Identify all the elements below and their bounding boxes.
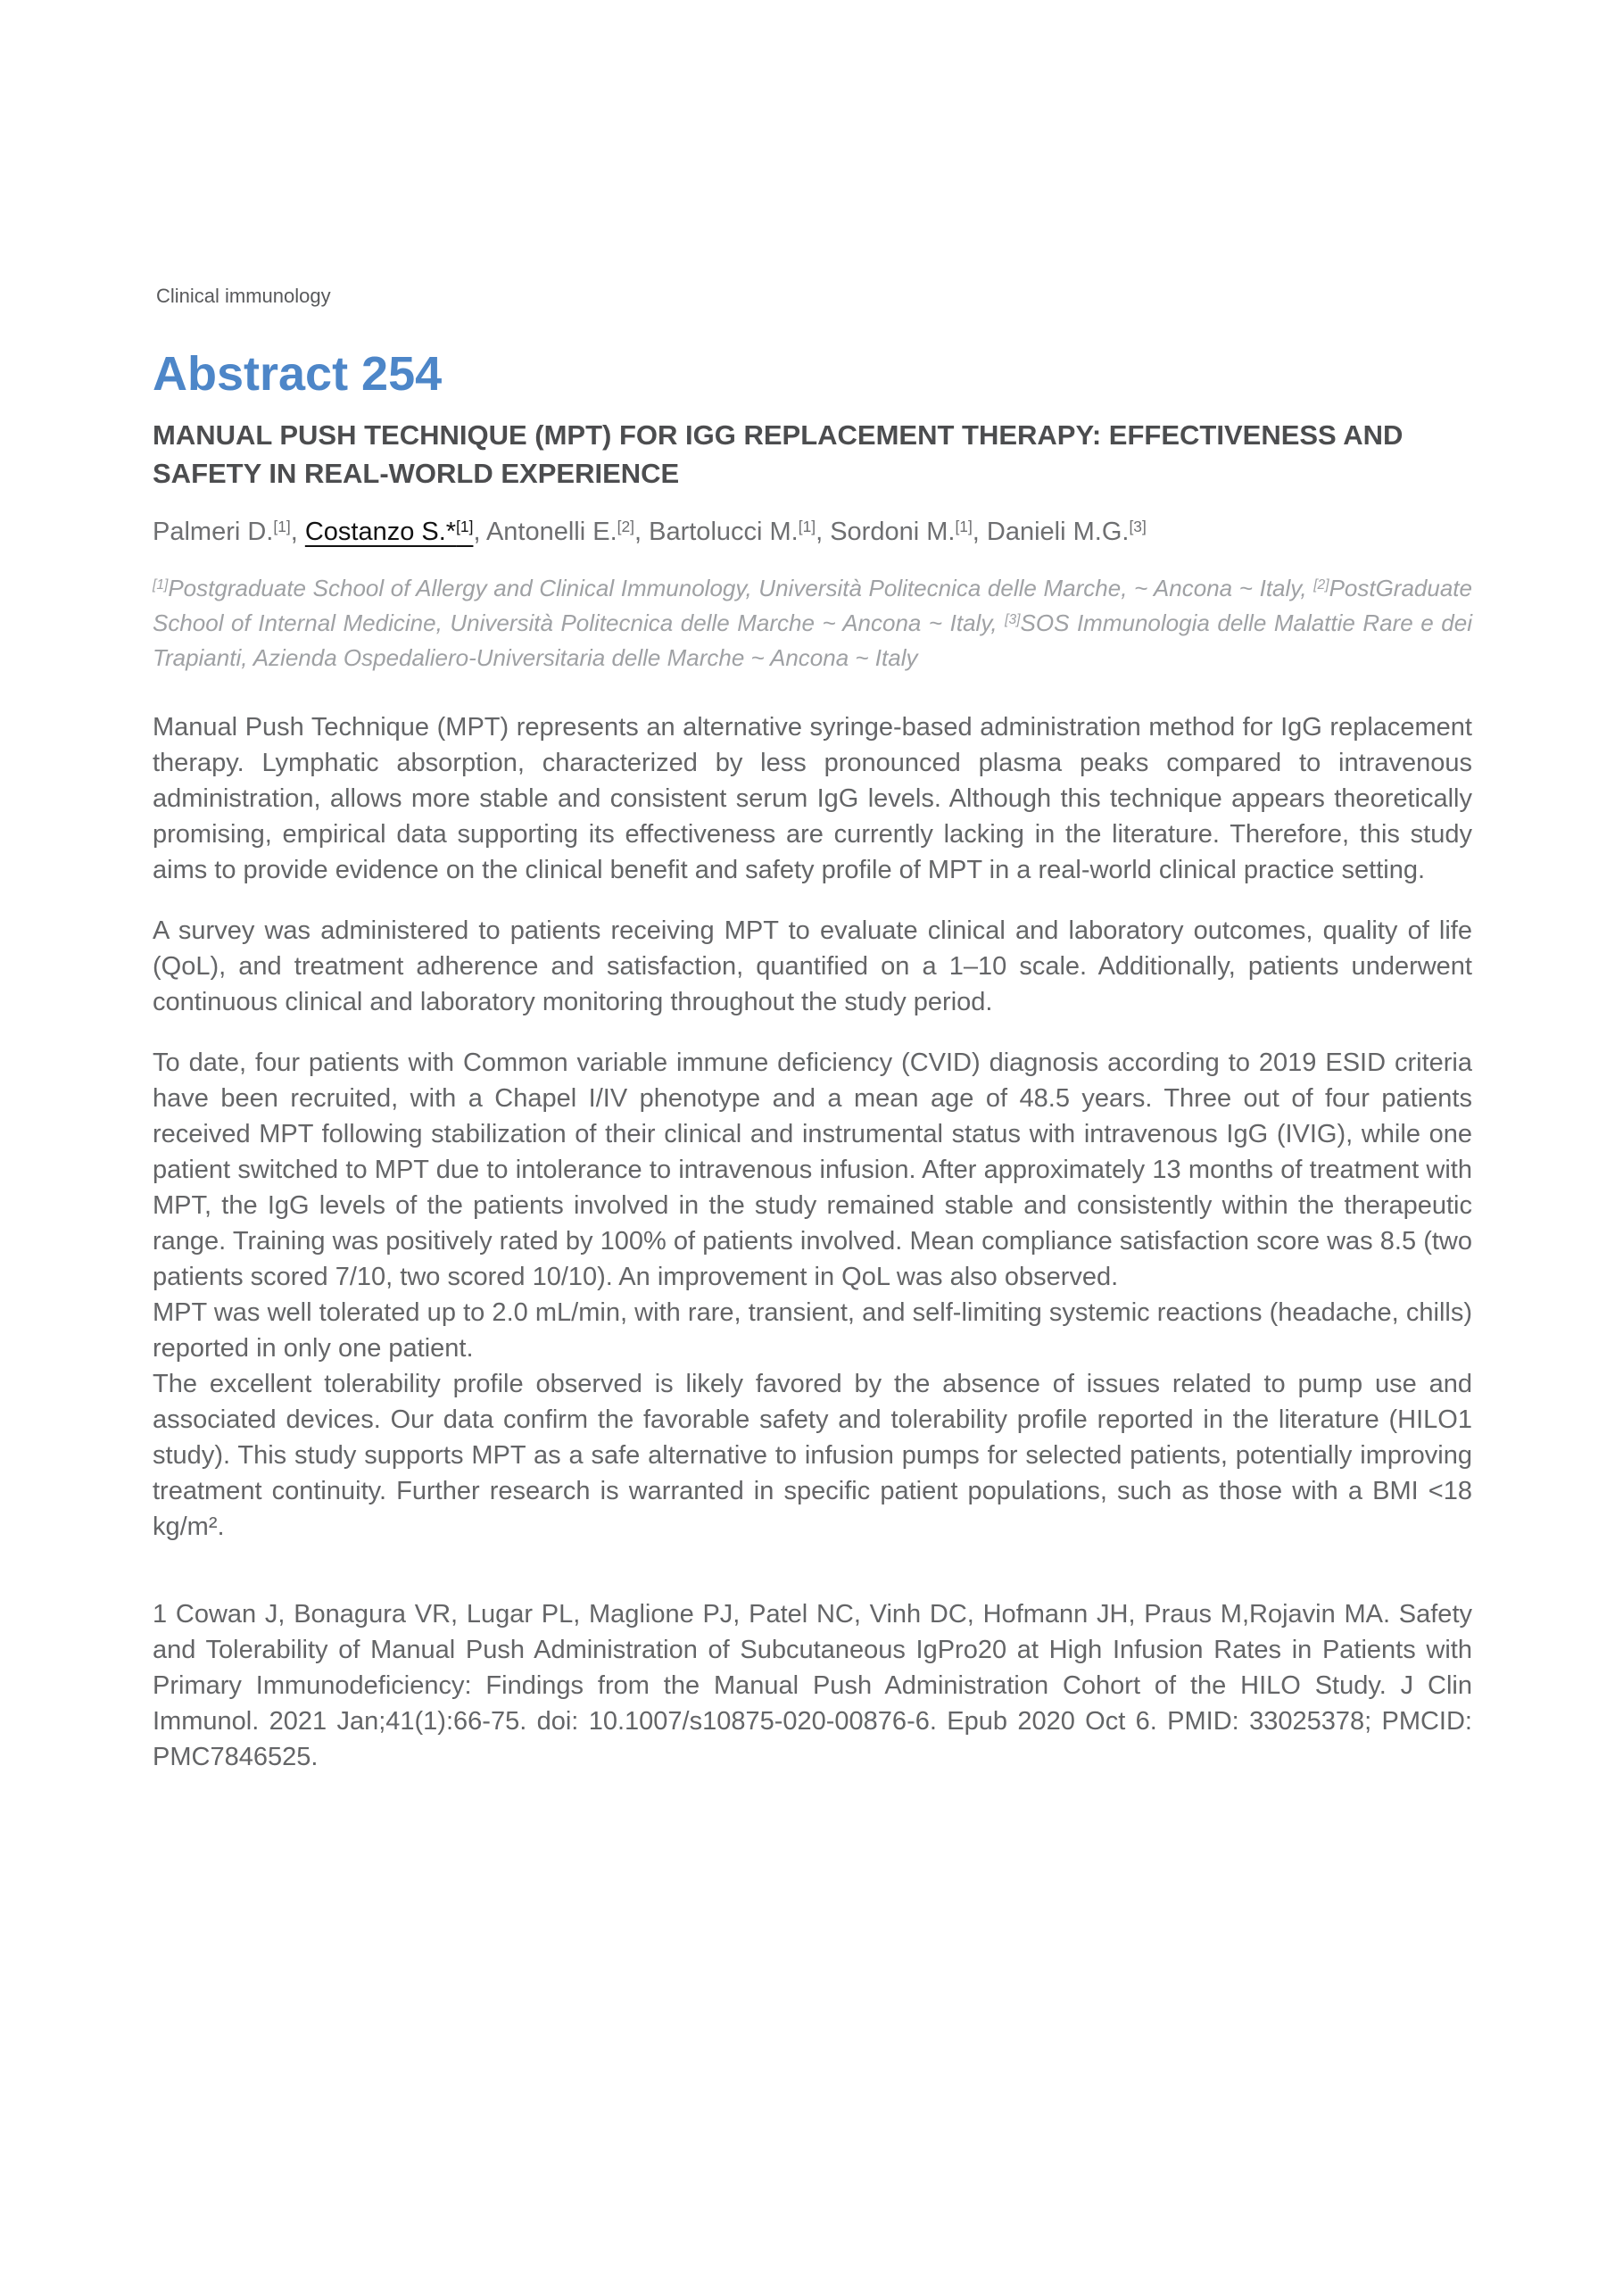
- author-name: Palmeri D.[1]: [153, 518, 291, 546]
- affiliation-superscript: [1]: [153, 577, 169, 593]
- author-name: Bartolucci M.[1]: [649, 518, 816, 546]
- authors-line: Palmeri D.[1], Costanzo S.*[1], Antonelli E.[2], Bartolucci M.[1], Sordoni M.[1], Danieli M.G.[3]: [153, 518, 1147, 546]
- affiliation-superscript: [3]: [1005, 612, 1021, 628]
- reference-citation: 1 Cowan J, Bonagura VR, Lugar PL, Maglione PJ, Patel NC, Vinh DC, Hofmann JH, Praus M,Rojavin MA. Safety and Tolerability of Manual Push Administration of Subcutaneous IgPro20 at High Infusion Rates in Patients with Primary Immunodeficiency: Findings from the Manual Push Administration Cohort of the HILO Study. J Clin Immunol. 2021 Jan;41(1):66-75. doi: 10.1007/s10875-020-00876-6. Epub 2020 Oct 6. PMID: 33025378; PMCID: PMC7846525.: [153, 1600, 1472, 1771]
- affiliations-block: [1]Postgraduate School of Allergy and Clinical Immunology, Università Politecnica delle Marche, ~ Ancona ~ Italy, [2]PostGraduate School of Internal Medicine, Università Politecnica delle Marche ~ Ancona ~ Italy, [3]SOS Immunologia delle Malattie Rare e dei Trapianti, Azienda Ospedaliero-Universitaria delle Marche ~ Ancona ~ Italy: [153, 575, 1472, 671]
- paragraph-discussion: The excellent tolerability profile observed is likely favored by the absence of issues related to pump use and associated devices. Our data confirm the favorable safety and tolerability profile reported in the literature (HILO1 study). This study supports MPT as a safe alternative to infusion pumps for selected patients, potentially improving treatment continuity. Further research is warranted in specific patient populations, such as those with a BMI <18 kg/m².: [153, 1370, 1472, 1541]
- paragraph-background: Manual Push Technique (MPT) represents an alternative syringe-based administration method for IgG replacement therapy. Lymphatic absorption, characterized by less pronounced plasma peaks compared to intravenous administration, allows more stable and consistent serum IgG levels. Although this technique appears theoretically promising, empirical data supporting its effectiveness are currently lacking in the literature. Therefore, this study aims to provide evidence on the clinical benefit and safety profile of MPT in a real-world clinical practice setting.: [153, 713, 1472, 884]
- author-name: Danieli M.G.[3]: [986, 518, 1147, 546]
- author-name: Costanzo S.*[1]: [304, 518, 474, 546]
- paragraph-safety: MPT was well tolerated up to 2.0 mL/min, with rare, transient, and self-limiting systemic reactions (headache, chills) reported in only one patient.: [153, 1298, 1472, 1363]
- author-name: Antonelli E.[2]: [485, 518, 634, 546]
- abstract-title: MANUAL PUSH TECHNIQUE (MPT) FOR IGG REPLACEMENT THERAPY: EFFECTIVENESS AND SAFETY IN REAL-WORLD EXPERIENCE: [153, 419, 1404, 489]
- affiliation-superscript: [2]: [1313, 577, 1329, 593]
- paragraph-methods: A survey was administered to patients receiving MPT to evaluate clinical and laboratory outcomes, quality of life (QoL), and treatment adherence and satisfaction, quantified on a 1–10 scale. Additionally, patients underwent continuous clinical and laboratory monitoring throughout the study period.: [153, 916, 1472, 1016]
- abstract-number-heading: Abstract 254: [153, 347, 443, 401]
- category-label: Clinical immunology: [156, 285, 331, 307]
- paragraph-results: To date, four patients with Common variable immune deficiency (CVID) diagnosis according to 2019 ESID criteria have been recruited, with a Chapel I/IV phenotype and a mean age of 48.5 years. Three out of four patients received MPT following stabilization of their clinical and instrumental status with intravenous IgG (IVIG), while one patient switched to MPT due to intolerance to intravenous infusion. After approximately 13 months of treatment with MPT, the IgG levels of the patients involved in the study remained stable and consistently within the therapeutic range. Training was positively rated by 100% of patients involved. Mean compliance satisfaction score was 8.5 (two patients scored 7/10, two scored 10/10). An improvement in QoL was also observed.: [153, 1049, 1472, 1291]
- abstract-body: [153, 709, 1472, 1775]
- author-name: Sordoni M.[1]: [830, 518, 973, 546]
